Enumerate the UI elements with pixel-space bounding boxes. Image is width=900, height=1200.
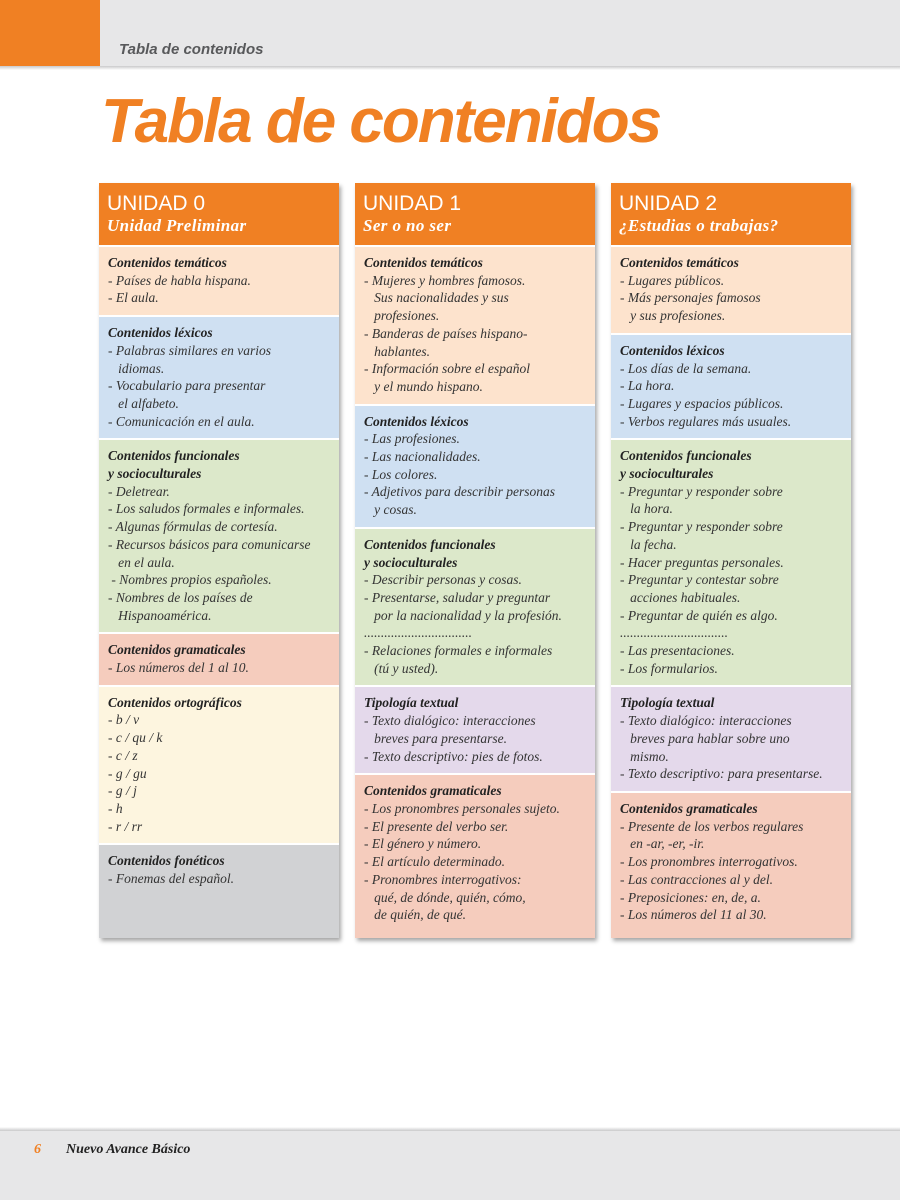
- section-item: - Texto dialógico: interacciones: [364, 713, 536, 729]
- unit-number: UNIDAD 1: [363, 192, 462, 215]
- section-item: profesiones.: [364, 308, 440, 324]
- content-section: [611, 245, 851, 333]
- content-section: [355, 685, 595, 773]
- unit-column-0: [99, 183, 339, 938]
- section-item: - Vocabulario para presentar: [108, 378, 266, 394]
- section-item: - Nombres de los países de: [108, 589, 253, 605]
- section-item: - c / qu / k: [108, 730, 163, 746]
- section-item: - El presente del verbo ser.: [364, 818, 509, 834]
- section-item: la hora.: [620, 501, 673, 517]
- section-item: - Las nacionalidades.: [364, 449, 481, 465]
- section-title: Contenidos gramaticales: [364, 783, 502, 799]
- section-item: - Texto descriptivo: pies de fotos.: [364, 748, 543, 764]
- section-item: en el aula.: [108, 554, 175, 570]
- book-title: Nuevo Avance Básico: [66, 1142, 191, 1157]
- section-item: - Verbos regulares más usuales.: [620, 413, 792, 429]
- content-section: [99, 632, 339, 684]
- unit-header: [355, 183, 595, 245]
- section-item: - g / j: [108, 783, 137, 799]
- content-section: [99, 245, 339, 315]
- content-section: [99, 315, 339, 438]
- section-item: - Los colores.: [364, 466, 438, 482]
- section-item: - Hacer preguntas personales.: [620, 554, 784, 570]
- unit-column-2: [611, 183, 851, 938]
- section-title: Contenidos gramaticales: [620, 800, 758, 816]
- section-item: - Más personajes famosos: [620, 290, 761, 306]
- section-item: - El aula.: [108, 290, 159, 306]
- section-item: - Relaciones formales e informales: [364, 643, 553, 659]
- section-item: - Algunas fórmulas de cortesía.: [108, 519, 278, 535]
- header-shadow: [0, 66, 900, 70]
- section-item: - Lugares y espacios públicos.: [620, 395, 784, 411]
- section-item: - Banderas de países hispano-: [364, 325, 528, 341]
- section-item: breves para presentarse.: [364, 730, 507, 746]
- section-item: - La hora.: [620, 378, 675, 394]
- section-item: breves para hablar sobre uno: [620, 730, 790, 746]
- section-item: la fecha.: [620, 536, 677, 552]
- content-section: [611, 791, 851, 938]
- section-item: - Los formularios.: [620, 660, 718, 676]
- section-item: - Información sobre el español: [364, 361, 530, 377]
- section-title: Contenidos funcionales y socioculturales: [108, 448, 240, 482]
- section-item: - c / z: [108, 747, 138, 763]
- unit-column-1: [355, 183, 595, 938]
- section-item: - Las profesiones.: [364, 431, 460, 447]
- section-item: en -ar, -er, -ir.: [620, 836, 705, 852]
- header-accent-tab: [0, 0, 100, 66]
- section-title: Contenidos léxicos: [364, 413, 469, 429]
- section-item: acciones habituales.: [620, 589, 741, 605]
- unit-subtitle: Unidad Preliminar: [107, 216, 247, 235]
- content-section: [99, 685, 339, 844]
- section-item: - Mujeres y hombres famosos.: [364, 272, 526, 288]
- section-item: - El género y número.: [364, 836, 482, 852]
- section-item: y el mundo hispano.: [364, 378, 483, 394]
- content-section: [355, 527, 595, 686]
- section-item: - Adjetivos para describir personas: [364, 484, 555, 500]
- content-section: [611, 333, 851, 439]
- section-item: - Los pronombres interrogativos.: [620, 854, 798, 870]
- section-item: - Lugares públicos.: [620, 272, 725, 288]
- section-item: - Las presentaciones.: [620, 643, 735, 659]
- section-item: por la nacionalidad y la profesión.: [364, 607, 562, 623]
- section-item: - Nombres propios españoles.: [108, 572, 272, 588]
- unit-number: UNIDAD 0: [107, 192, 206, 215]
- section-item: Sus nacionalidades y sus: [364, 290, 509, 306]
- section-item: idiomas.: [108, 360, 165, 376]
- section-item: ................................: [364, 625, 472, 641]
- unit-subtitle: ¿Estudias o trabajas?: [619, 216, 779, 235]
- section-item: - Los pronombres personales sujeto.: [364, 800, 560, 816]
- section-item: - Los números del 11 al 30.: [620, 907, 767, 923]
- section-item: hablantes.: [364, 343, 430, 359]
- section-item: ................................: [620, 625, 728, 641]
- section-item: - Pronombres interrogativos:: [364, 871, 522, 887]
- footer-bar: [0, 1131, 900, 1200]
- section-item: y sus profesiones.: [620, 308, 726, 324]
- section-title: Tipología textual: [620, 695, 715, 711]
- section-item: - El artículo determinado.: [364, 854, 505, 870]
- section-item: - Las contracciones al y del.: [620, 871, 773, 887]
- section-title: Contenidos ortográficos: [108, 694, 242, 710]
- unit-number: UNIDAD 2: [619, 192, 718, 215]
- section-item: - Los días de la semana.: [620, 360, 752, 376]
- section-item: - Describir personas y cosas.: [364, 572, 522, 588]
- section-item: - Deletrear.: [108, 483, 170, 499]
- section-item: Hispanoamérica.: [108, 607, 212, 623]
- section-item: - Preguntar y responder sobre: [620, 483, 783, 499]
- section-item: (tú y usted).: [364, 660, 439, 676]
- section-item: mismo.: [620, 748, 669, 764]
- section-item: - h: [108, 800, 123, 816]
- section-title: Contenidos funcionales y socioculturales: [620, 448, 752, 482]
- section-title: Contenidos léxicos: [620, 342, 725, 358]
- section-item: - Texto dialógico: interacciones: [620, 713, 792, 729]
- section-item: - Los números del 1 al 10.: [108, 660, 249, 676]
- unit-header: [611, 183, 851, 245]
- content-section: [99, 843, 339, 937]
- unit-header: [99, 183, 339, 245]
- section-item: - Comunicación en el aula.: [108, 413, 255, 429]
- page-number: 6: [34, 1142, 41, 1157]
- section-item: - Los saludos formales e informales.: [108, 501, 305, 517]
- section-item: - Países de habla hispana.: [108, 272, 251, 288]
- content-section: [355, 773, 595, 938]
- section-title: Contenidos gramaticales: [108, 642, 246, 658]
- section-item: - Fonemas del español.: [108, 871, 234, 887]
- section-title: Contenidos temáticos: [108, 255, 227, 270]
- section-title: Contenidos temáticos: [620, 255, 739, 270]
- section-item: - b / v: [108, 712, 140, 728]
- content-section: [611, 685, 851, 791]
- section-item: - r / rr: [108, 818, 143, 834]
- section-item: - Preguntar y responder sobre: [620, 519, 783, 535]
- section-item: - g / gu: [108, 765, 147, 781]
- section-item: de quién, de qué.: [364, 907, 466, 923]
- section-title: Contenidos léxicos: [108, 325, 213, 341]
- section-item: - Recursos básicos para comunicarse: [108, 536, 311, 552]
- section-item: - Preposiciones: en, de, a.: [620, 889, 761, 905]
- section-item: - Presente de los verbos regulares: [620, 818, 804, 834]
- section-item: - Texto descriptivo: para presentarse.: [620, 766, 823, 782]
- section-title: Contenidos temáticos: [364, 255, 483, 270]
- section-item: - Preguntar de quién es algo.: [620, 607, 778, 623]
- section-title: Contenidos funcionales y socioculturales: [364, 536, 496, 570]
- content-section: [355, 404, 595, 527]
- section-title: Contenidos fonéticos: [108, 853, 225, 869]
- page-title: Tabla de contenidos: [101, 87, 661, 156]
- content-section: [611, 438, 851, 685]
- section-item: - Palabras similares en varios: [108, 342, 271, 358]
- section-item: - Preguntar y contestar sobre: [620, 572, 779, 588]
- section-item: qué, de dónde, quién, cómo,: [364, 889, 526, 905]
- section-item: el alfabeto.: [108, 395, 179, 411]
- section-item: - Presentarse, saludar y preguntar: [364, 589, 551, 605]
- content-section: [99, 438, 339, 632]
- unit-subtitle: Ser o no ser: [363, 216, 452, 235]
- header-bar: [0, 0, 900, 66]
- section-title: Tipología textual: [364, 695, 459, 711]
- running-title: Tabla de contenidos: [119, 41, 264, 58]
- section-item: y cosas.: [364, 502, 417, 518]
- content-section: [355, 245, 595, 404]
